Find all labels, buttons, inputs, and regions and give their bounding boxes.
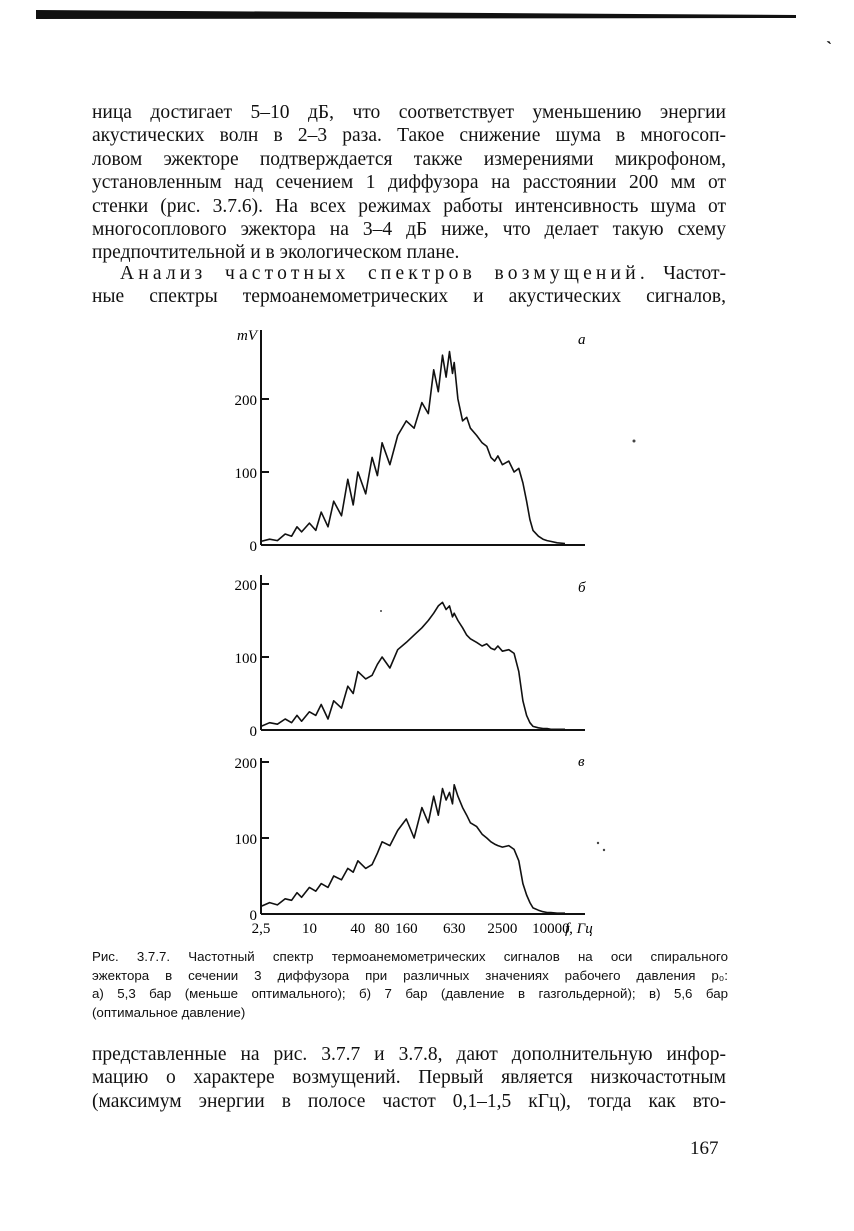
y-tick-label: 0: [249, 908, 257, 924]
panel-label: б: [578, 580, 586, 596]
text-fragment: Частот-: [663, 263, 726, 284]
text-line: (максимум энергии в полосе частот 0,1–1,5 кГц), тогда как вто-: [92, 1090, 726, 1112]
spectrum-line: [261, 785, 565, 913]
text-line: акустических волн в 2–3 раза. Такое снижение шума в многосоп-: [92, 125, 726, 147]
scan-speck: [603, 849, 605, 851]
scan-speck: [633, 440, 636, 443]
text-line: стенки (рис. 3.7.6). На всех режимах работы интенсивность шума от: [92, 195, 726, 217]
caption-line: Рис. 3.7.7. Частотный спектр термоанемометрических сигналов на оси спирального: [92, 949, 728, 964]
text-line: ловом эжекторе подтверждается также измерениями микрофоном,: [92, 148, 726, 170]
text-line: установленным над сечением 1 диффузора на расстоянии 200 мм от: [92, 172, 726, 194]
spectrum-line: [261, 352, 565, 544]
y-tick-label: 200: [234, 578, 257, 594]
y-tick-label: 200: [234, 393, 257, 409]
text-line: ница достигает 5–10 дБ, что соответствует уменьшению энергии: [92, 102, 726, 123]
text-line: мацию о характере возмущений. Первый является низкочастотным: [92, 1067, 726, 1089]
paragraph-spectra-heading: [92, 262, 726, 309]
y-tick-label: 200: [234, 756, 257, 772]
spectrum-line: [261, 602, 565, 729]
scan-speck: [380, 610, 382, 612]
x-axis-label: f, Гц: [565, 921, 593, 937]
x-tick-label: 2500: [487, 921, 518, 937]
text-line: предпочтительной и в экологическом плане.: [92, 242, 460, 264]
x-tick-label: 40: [350, 921, 366, 937]
y-axis-label: mV: [237, 328, 257, 344]
panel-label: а: [578, 332, 586, 348]
y-tick-label: 0: [249, 539, 257, 555]
caption-line: а) 5,3 бар (меньше оптимального); б) 7 бар (давление в газгольдерной); в) 5,6 бар: [92, 986, 728, 1001]
page-top-border: [36, 10, 796, 19]
text-line: ные спектры термоанемометрических и акустических сигналов,: [92, 286, 726, 308]
figure-caption: [92, 948, 728, 1022]
x-tick-label: 2,5: [251, 921, 271, 937]
corner-mark: ˎ: [826, 24, 832, 44]
y-tick-label: 100: [234, 651, 257, 667]
panel-label: в: [578, 754, 585, 770]
section-heading: Анализ частотных спектров возмущений.: [120, 263, 649, 284]
caption-line: (оптимальное давление): [92, 1004, 246, 1020]
y-tick-label: 0: [249, 724, 257, 740]
page-number: 167: [690, 1138, 719, 1159]
x-tick-label: 160: [395, 921, 418, 937]
y-tick-label: 100: [234, 466, 257, 482]
x-tick-label: 10: [301, 921, 317, 937]
paragraph-continuation: [92, 1043, 726, 1113]
scan-speck: [597, 842, 599, 844]
y-tick-label: 100: [234, 832, 257, 848]
text-line: многосоплового эжектора на 3–4 дБ ниже, что делает такую схему: [92, 219, 726, 241]
text-line: представленные на рис. 3.7.7 и 3.7.8, дают дополнительную инфор-: [92, 1044, 726, 1065]
text-line: [92, 262, 726, 285]
paragraph-intro: [92, 101, 726, 265]
x-tick-label: 80: [374, 921, 390, 937]
x-tick-label: 10000: [532, 921, 570, 937]
caption-line: эжектора в сечении 3 диффузора при различных значениях рабочего давления p₀:: [92, 967, 728, 983]
x-tick-label: 630: [442, 921, 466, 937]
